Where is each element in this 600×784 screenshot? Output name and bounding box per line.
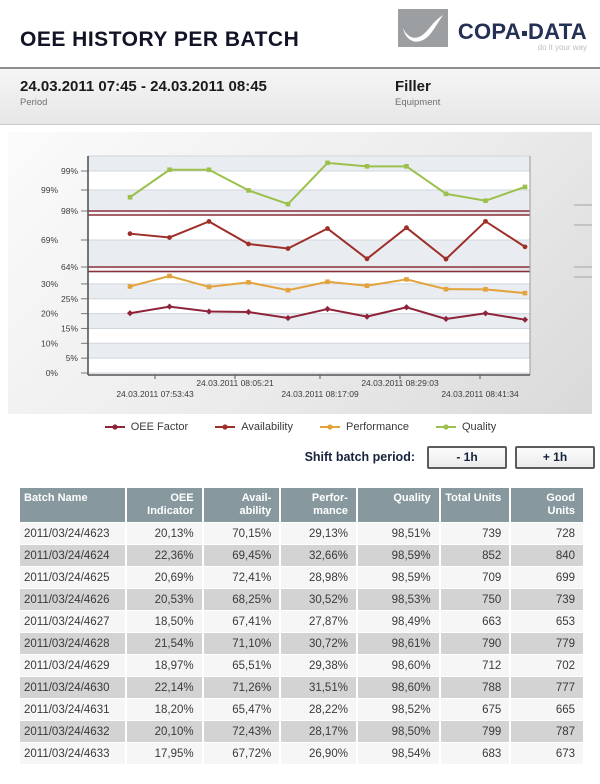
legend-marker-icon (319, 423, 341, 431)
data-point (523, 185, 528, 190)
data-point (167, 235, 172, 240)
value-cell: 98,59% (358, 567, 439, 588)
data-point (286, 288, 291, 293)
y-tick-label: 15% (60, 323, 78, 334)
value-cell: 790 (441, 633, 510, 654)
data-point (246, 242, 251, 247)
value-cell: 840 (511, 545, 583, 566)
legend-item-availability (214, 421, 293, 433)
value-cell: 30,52% (281, 589, 356, 610)
value-cell: 18,20% (127, 699, 202, 720)
y-tick-label: 69% (40, 235, 58, 246)
data-point (523, 244, 528, 249)
data-point (128, 284, 133, 289)
data-point (365, 283, 370, 288)
value-cell: 26,90% (281, 743, 356, 764)
copa-data-swoosh-icon (398, 9, 448, 47)
value-cell: 71,10% (204, 633, 280, 654)
value-cell: 98,61% (358, 633, 439, 654)
value-cell: 777 (511, 677, 583, 698)
value-cell: 71,26% (204, 677, 280, 698)
data-point (483, 287, 488, 292)
chart-legend (0, 414, 600, 440)
x-tick-label: 24.03.2011 08:17:09 (281, 389, 359, 399)
value-cell: 22,14% (127, 677, 202, 698)
shift-plus-1h-button[interactable]: + 1h (515, 446, 595, 469)
data-point (404, 225, 409, 230)
value-cell: 98,59% (358, 545, 439, 566)
column-header-oeeindicator: OEE Indicator (127, 488, 202, 522)
data-point (207, 285, 212, 290)
data-point (483, 219, 488, 224)
value-cell: 739 (511, 589, 583, 610)
value-cell: 67,41% (204, 611, 280, 632)
value-cell: 17,95% (127, 743, 202, 764)
y-tick-label: 30% (40, 278, 58, 289)
value-cell: 683 (441, 743, 510, 764)
y-tick-label: 98% (60, 206, 78, 216)
value-cell: 98,49% (358, 611, 439, 632)
legend-label: Availability (241, 421, 293, 433)
equipment-value: Filler (395, 78, 431, 95)
data-point (325, 279, 330, 284)
shift-minus-1h-button[interactable]: - 1h (427, 446, 507, 469)
value-cell: 665 (511, 699, 583, 720)
data-point (444, 257, 449, 262)
plot-stripe (88, 299, 530, 314)
value-cell: 98,51% (358, 523, 439, 544)
value-cell: 98,50% (358, 721, 439, 742)
legend-label: Performance (346, 421, 409, 433)
batch-table (18, 487, 585, 765)
value-cell: 20,10% (127, 721, 202, 742)
x-tick-label: 24.03.2011 08:29:03 (361, 378, 439, 388)
legend-marker-icon (104, 423, 126, 431)
data-point (404, 277, 409, 282)
data-point (167, 167, 172, 172)
period-band (0, 67, 600, 125)
y-tick-label: 20% (40, 308, 58, 319)
column-header-total-units: Total Units (441, 488, 510, 522)
value-cell: 787 (511, 721, 583, 742)
value-cell: 750 (441, 589, 510, 610)
batch-name-cell: 2011/03/24/4628 (20, 633, 125, 654)
value-cell: 31,51% (281, 677, 356, 698)
value-cell: 673 (511, 743, 583, 764)
plot-stripe (88, 156, 530, 171)
report-header (0, 0, 600, 67)
column-header-perfor-mance: Perfor- mance (281, 488, 356, 522)
batch-name-cell: 2011/03/24/4630 (20, 677, 125, 698)
table-row (20, 589, 583, 610)
y-tick-label: 99% (40, 184, 58, 195)
value-cell: 20,13% (127, 523, 202, 544)
x-tick-label: 24.03.2011 08:41:34 (441, 389, 519, 399)
value-cell: 98,52% (358, 699, 439, 720)
value-cell: 28,98% (281, 567, 356, 588)
value-cell: 30,72% (281, 633, 356, 654)
batch-name-cell: 2011/03/24/4632 (20, 721, 125, 742)
value-cell: 69,45% (204, 545, 280, 566)
batch-name-cell: 2011/03/24/4623 (20, 523, 125, 544)
data-point (365, 256, 370, 261)
batch-name-cell: 2011/03/24/4627 (20, 611, 125, 632)
value-cell: 728 (511, 523, 583, 544)
x-tick-label: 24.03.2011 07:53:43 (116, 389, 194, 399)
legend-label: Quality (461, 421, 497, 433)
batch-table-wrap (18, 487, 585, 765)
value-cell: 22,36% (127, 545, 202, 566)
page-title: OEE HISTORY PER BATCH (20, 28, 300, 51)
value-cell: 779 (511, 633, 583, 654)
value-cell: 98,60% (358, 677, 439, 698)
y-tick-label: 0% (45, 368, 58, 378)
data-point (523, 291, 528, 296)
data-point (167, 274, 172, 279)
value-cell: 852 (441, 545, 510, 566)
value-cell: 675 (441, 699, 510, 720)
shift-controls (0, 440, 600, 474)
value-cell: 739 (441, 523, 510, 544)
y-tick-label: 99% (60, 166, 78, 177)
y-tick-label: 10% (40, 338, 58, 349)
plot-stripe (88, 358, 530, 373)
value-cell: 29,38% (281, 655, 356, 676)
column-header-avail-ability: Avail- ability (204, 488, 280, 522)
value-cell: 98,60% (358, 655, 439, 676)
oee-history-chart-panel (8, 132, 592, 414)
value-cell: 28,22% (281, 699, 356, 720)
value-cell: 799 (441, 721, 510, 742)
value-cell: 29,13% (281, 523, 356, 544)
batch-name-cell: 2011/03/24/4631 (20, 699, 125, 720)
value-cell: 663 (441, 611, 510, 632)
plot-stripe (88, 190, 530, 211)
brand-second: DATA (527, 19, 587, 44)
plot-stripe (88, 328, 530, 343)
value-cell: 653 (511, 611, 583, 632)
batch-name-cell: 2011/03/24/4629 (20, 655, 125, 676)
plot-stripe (88, 240, 530, 267)
data-point (246, 188, 251, 193)
plot-stripe (88, 343, 530, 358)
data-point (128, 195, 133, 200)
data-point (207, 167, 212, 172)
legend-label: OEE Factor (130, 421, 189, 433)
value-cell: 72,41% (204, 567, 280, 588)
table-row (20, 545, 583, 566)
data-point (286, 246, 291, 251)
table-row (20, 677, 583, 698)
period-label: Period (20, 97, 48, 108)
table-row (20, 743, 583, 764)
data-point (246, 280, 251, 285)
y-tick-label: 25% (60, 293, 78, 304)
value-cell: 32,66% (281, 545, 356, 566)
brand-tagline: do it your way (537, 43, 587, 52)
data-point (444, 192, 449, 197)
period-value: 24.03.2011 07:45 - 24.03.2011 08:45 (20, 78, 267, 95)
y-tick-label: 64% (60, 262, 78, 272)
table-row (20, 699, 583, 720)
y-tick-label: 5% (65, 353, 78, 364)
value-cell: 702 (511, 655, 583, 676)
value-cell: 72,43% (204, 721, 280, 742)
value-cell: 709 (441, 567, 510, 588)
column-header-goodunits: Good Units (511, 488, 583, 522)
brand-logo (398, 9, 587, 52)
value-cell: 20,53% (127, 589, 202, 610)
value-cell: 20,69% (127, 567, 202, 588)
table-row (20, 655, 583, 676)
data-point (286, 202, 291, 207)
table-row (20, 523, 583, 544)
batch-name-cell: 2011/03/24/4625 (20, 567, 125, 588)
data-point (207, 219, 212, 224)
batch-name-cell: 2011/03/24/4633 (20, 743, 125, 764)
batch-name-cell: 2011/03/24/4626 (20, 589, 125, 610)
value-cell: 65,51% (204, 655, 280, 676)
column-header-batch-name: Batch Name (20, 488, 125, 522)
legend-item-performance (319, 421, 409, 433)
value-cell: 699 (511, 567, 583, 588)
value-cell: 712 (441, 655, 510, 676)
value-cell: 788 (441, 677, 510, 698)
data-point (365, 164, 370, 169)
legend-item-quality (435, 421, 496, 433)
data-point (325, 161, 330, 166)
table-row (20, 611, 583, 632)
equipment-label: Equipment (395, 97, 441, 108)
value-cell: 68,25% (204, 589, 280, 610)
table-row (20, 567, 583, 588)
data-point (483, 198, 488, 203)
data-point (128, 231, 133, 236)
oee-history-chart (8, 132, 592, 414)
value-cell: 98,53% (358, 589, 439, 610)
value-cell: 27,87% (281, 611, 356, 632)
data-point (444, 287, 449, 292)
table-row (20, 633, 583, 654)
table-header-row (20, 488, 583, 522)
value-cell: 65,47% (204, 699, 280, 720)
brand-dot-icon (522, 31, 527, 36)
plot-stripe (88, 272, 530, 284)
brand-first: COPA (457, 19, 521, 44)
data-point (325, 226, 330, 231)
value-cell: 70,15% (204, 523, 280, 544)
value-cell: 98,54% (358, 743, 439, 764)
legend-item-oee-factor (104, 421, 188, 433)
value-cell: 21,54% (127, 633, 202, 654)
shift-batch-period-label: Shift batch period: (304, 450, 415, 464)
value-cell: 18,50% (127, 611, 202, 632)
legend-marker-icon (214, 423, 236, 431)
value-cell: 67,72% (204, 743, 280, 764)
value-cell: 18,97% (127, 655, 202, 676)
brand-wordmark (458, 21, 587, 43)
column-header-quality: Quality (358, 488, 439, 522)
data-point (404, 164, 409, 169)
x-tick-label: 24.03.2011 08:05:21 (196, 378, 274, 388)
batch-name-cell: 2011/03/24/4624 (20, 545, 125, 566)
table-row (20, 721, 583, 742)
legend-marker-icon (435, 423, 457, 431)
value-cell: 28,17% (281, 721, 356, 742)
